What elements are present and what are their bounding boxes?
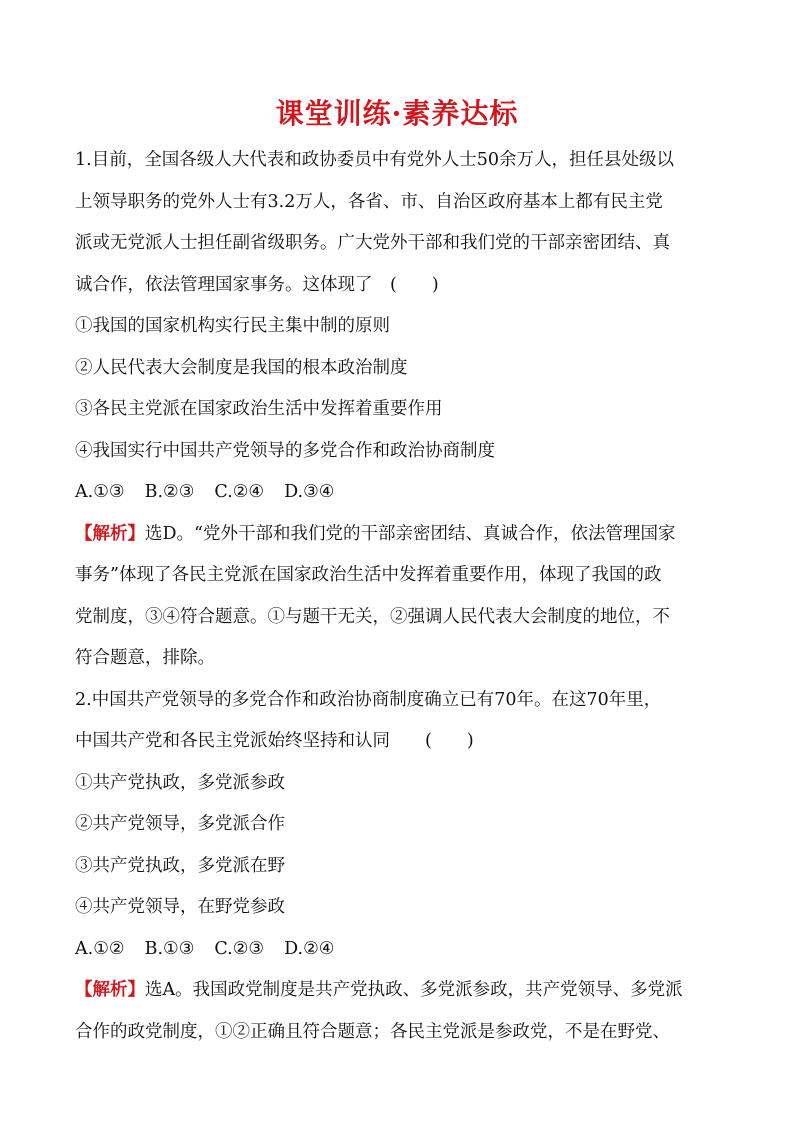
q2-stem-line: 中国共产党和各民主党派始终坚持和认同 ( ) xyxy=(75,731,474,751)
q2-options xyxy=(75,929,725,971)
q1-analysis-line: 事务”体现了各民主党派在国家政治生活中发挥着重要作用，体现了我国的政 xyxy=(75,565,662,585)
q1-option-c: C.②④ xyxy=(214,482,265,502)
q2-analysis-line: 合作的政党制度，①②正确且符合题意；各民主党派是参政党，不是在野党、 xyxy=(75,1021,670,1042)
q1-stem-line: 诚合作，依法管理国家事务。这体现了 ( ) xyxy=(75,274,439,295)
q1-stem-line: 派或无党派人士担任副省级职务。广大党外干部和我们党的干部亲密团结、真 xyxy=(75,233,670,253)
q2-stem-line: 2.中国共产党领导的多党合作和政治协商制度确立已有70年。在这70年里， xyxy=(75,689,662,710)
q2-analysis-line xyxy=(75,970,725,1012)
question-content xyxy=(75,140,725,1053)
q2-option-c: C.②③ xyxy=(214,938,265,959)
q1-analysis-line xyxy=(75,514,725,556)
q1-statement-4: ④我国实行中国共产党领导的多党合作和政治协商制度 xyxy=(75,440,495,461)
q2-statement-1: ①共产党执政，多党派参政 xyxy=(75,772,285,793)
q1-statement-3: ③各民主党派在国家政治生活中发挥着重要作用 xyxy=(75,399,443,419)
q1-analysis-line: 符合题意，排除。 xyxy=(75,648,215,668)
q2-analysis-tag: 【解析】 xyxy=(75,980,145,1000)
page-title: 课堂训练·素养达标 xyxy=(275,97,519,130)
q1-stem-line: 1.目前，全国各级人大代表和政协委员中有党外人士50余万人，担任县处级以 xyxy=(75,150,674,170)
q2-option-d: D.②④ xyxy=(284,938,335,959)
q1-option-d: D.③④ xyxy=(284,482,335,502)
q1-statement-2: ②人民代表大会制度是我国的根本政治制度 xyxy=(75,357,408,378)
q2-option-a: A.①② xyxy=(75,938,125,959)
q2-statement-4: ④共产党领导，在野党参政 xyxy=(75,897,285,917)
q2-analysis-text: 选A。我国政党制度是共产党执政、多党派参政，共产党领导、多党派 xyxy=(145,980,683,1000)
q1-analysis-line: 党制度，③④符合题意。①与题干无关，②强调人民代表大会制度的地位，不 xyxy=(75,606,670,627)
q2-statement-3: ③共产党执政，多党派在野 xyxy=(75,855,285,876)
q2-statement-2: ②共产党领导，多党派合作 xyxy=(75,814,285,834)
q1-analysis-tag: 【解析】 xyxy=(75,523,145,544)
q1-stem-line: 上领导职务的党外人士有3.2万人，各省、市、自治区政府基本上都有民主党 xyxy=(75,191,663,212)
q1-statement-1: ①我国的国家机构实行民主集中制的原则 xyxy=(75,316,390,336)
question-1 xyxy=(75,140,725,680)
question-2 xyxy=(75,680,725,1054)
q1-option-a: A.①③ xyxy=(75,482,125,502)
q1-analysis-text: 选D。“党外干部和我们党的干部亲密团结、真诚合作，依法管理国家 xyxy=(145,523,676,544)
q1-option-b: B.②③ xyxy=(144,482,195,502)
q1-options xyxy=(75,472,725,514)
q2-option-b: B.①③ xyxy=(144,938,195,959)
